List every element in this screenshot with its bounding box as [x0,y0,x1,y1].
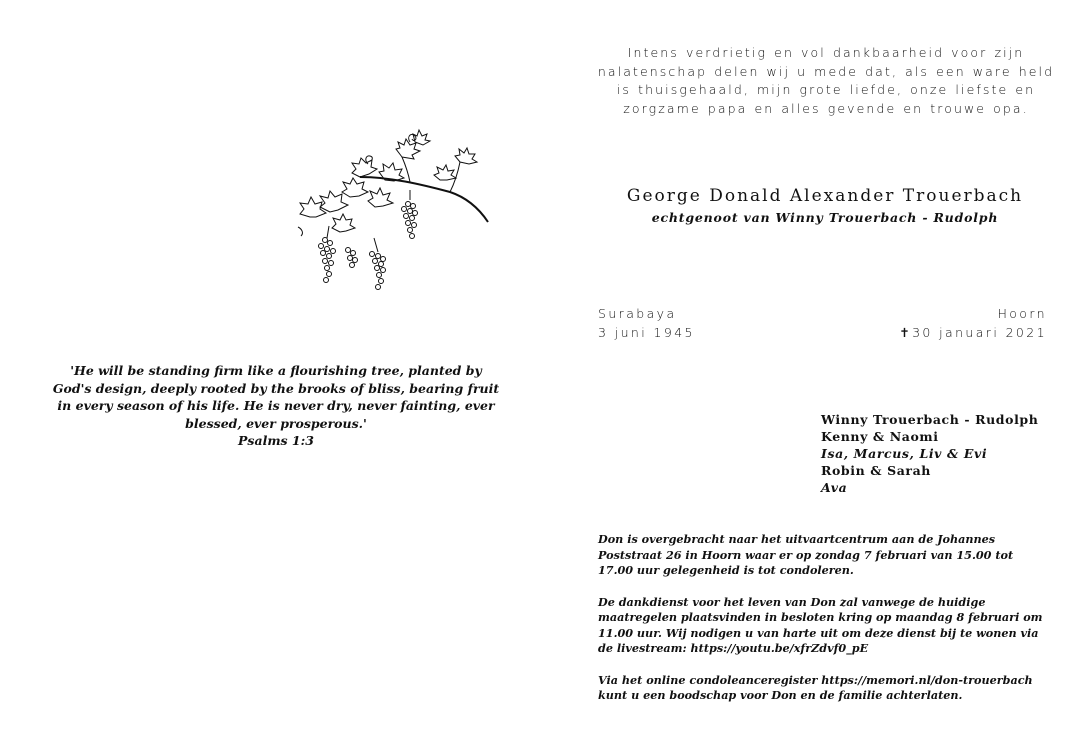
birth-place: Surabaya [598,306,677,321]
condolence-visit-text: Don is overgebracht naar het uitvaartcentrum aan de Johannes Poststraat 26 in Hoorn waar er op zondag 7 februari van 15.00 tot 17.00 uur gelegenheid is tot condoleren. [598,532,1014,577]
death-info [899,304,1047,342]
death-date: ✝30 januari 2021 [899,325,1047,340]
family-member: Ava [821,480,848,495]
announcement-text: Intens verdrietig en vol dankbaarheid voor zijn nalatenschap delen wij u mede dat, als een ware held is thuisgehaald, mijn grote liefde, onze liefste en zorgzame papa en alles gevende en trouwe opa. [597,45,1055,116]
online-register-text: Via het online condoleanceregister https://memori.nl/don-trouerbach kunt u een boodschap voor Don en de familie achterlaten. [598,672,1033,702]
family-member: Robin & Sarah [821,463,931,478]
grapevine-branch-icon [290,122,500,297]
birth-date: 3 juni 1945 [598,325,695,340]
family-list [821,411,1038,496]
birth-info [598,304,695,342]
quote-text: 'He will be standing firm like a flourishing tree, planted by God's design, deeply rooted by the brooks of bliss, bearing fruit in every season of his life. He is never dry, never fainting, ever blessed, ever prosperous.' [52,363,500,431]
family-member: Isa, Marcus, Liv & Evi [821,446,988,461]
death-place: Hoorn [997,306,1047,321]
family-member: Kenny & Naomi [821,429,939,444]
spouse-line: echtgenoot van Winny Trouerbach - Rudolph [651,210,999,225]
quote-reference: Psalms 1:3 [238,433,314,448]
service-details [598,532,1048,720]
thanksgiving-service-text: De dankdienst voor het leven van Don zal vanwege de huidige maatregelen plaatsvinden in besloten kring op maandag 8 februari om 11.00 uur. Wij nodigen u van harte uit om deze dienst bij te wonen via de livestream: https://youtu.be/xfrZdvf0_pE [598,594,1043,655]
deceased-name: George Donald Alexander Trouerbach [626,186,1024,206]
family-member: Winny Trouerbach - Rudolph [821,412,1039,427]
quote-block [52,362,500,450]
